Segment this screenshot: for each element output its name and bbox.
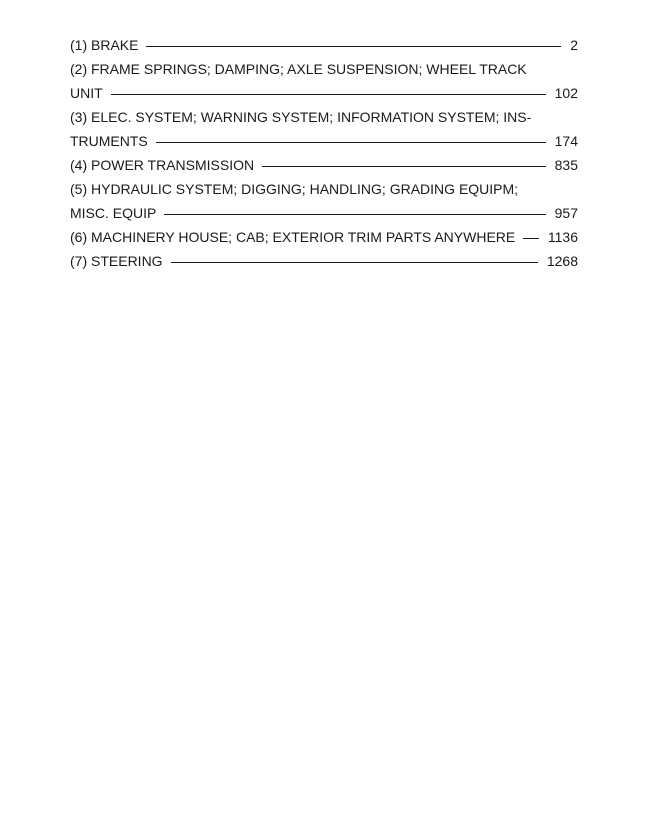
toc-line [70, 225, 578, 249]
toc-page-number: 102 [554, 85, 578, 101]
table-of-contents [70, 33, 578, 273]
toc-page-number: 1136 [547, 229, 578, 245]
toc-entry-title-line: (2) FRAME SPRINGS; DAMPING; AXLE SUSPENSION; WHEEL TRACK [70, 61, 527, 77]
toc-entry-title: (7) STEERING [70, 253, 163, 269]
toc-line [70, 201, 578, 225]
toc-page-number: 957 [554, 205, 578, 221]
toc-leader-line [171, 262, 538, 263]
toc-entry-title: (1) BRAKE [70, 37, 139, 53]
toc-leader-line [146, 46, 561, 47]
toc-page-number: 2 [570, 37, 578, 53]
toc-entry-machinery-house[interactable] [70, 225, 578, 249]
toc-page-number: 174 [554, 133, 578, 149]
toc-line [70, 129, 578, 153]
toc-entry-brake[interactable] [70, 33, 578, 57]
toc-line [70, 249, 578, 273]
toc-entry-title-line: (5) HYDRAULIC SYSTEM; DIGGING; HANDLING; GRADING EQUIPM; [70, 181, 519, 197]
toc-entry-title-end: TRUMENTS [70, 133, 148, 149]
toc-line [70, 33, 578, 57]
toc-entry-title-end: UNIT [70, 85, 103, 101]
toc-entry-title: (6) MACHINERY HOUSE; CAB; EXTERIOR TRIM PARTS ANYWHERE [70, 229, 516, 245]
toc-entry-power-transmission[interactable] [70, 153, 578, 177]
toc-line [70, 153, 578, 177]
toc-page-number: 835 [554, 157, 578, 173]
toc-leader-line [111, 94, 546, 95]
toc-entry-steering[interactable] [70, 249, 578, 273]
toc-leader-line [523, 238, 539, 239]
toc-entry-title-end: MISC. EQUIP [70, 205, 157, 221]
toc-entry-hydraulic-system[interactable] [70, 177, 578, 225]
toc-entry-frame-springs[interactable] [70, 57, 578, 105]
toc-leader-line [164, 214, 545, 215]
toc-leader-line [156, 142, 546, 143]
toc-entry-title-line: (3) ELEC. SYSTEM; WARNING SYSTEM; INFORMATION SYSTEM; INS- [70, 109, 532, 125]
toc-entry-title: (4) POWER TRANSMISSION [70, 157, 255, 173]
toc-entry-elec-system[interactable] [70, 105, 578, 153]
toc-line [70, 81, 578, 105]
toc-leader-line [262, 166, 546, 167]
toc-page-number: 1268 [546, 253, 578, 269]
